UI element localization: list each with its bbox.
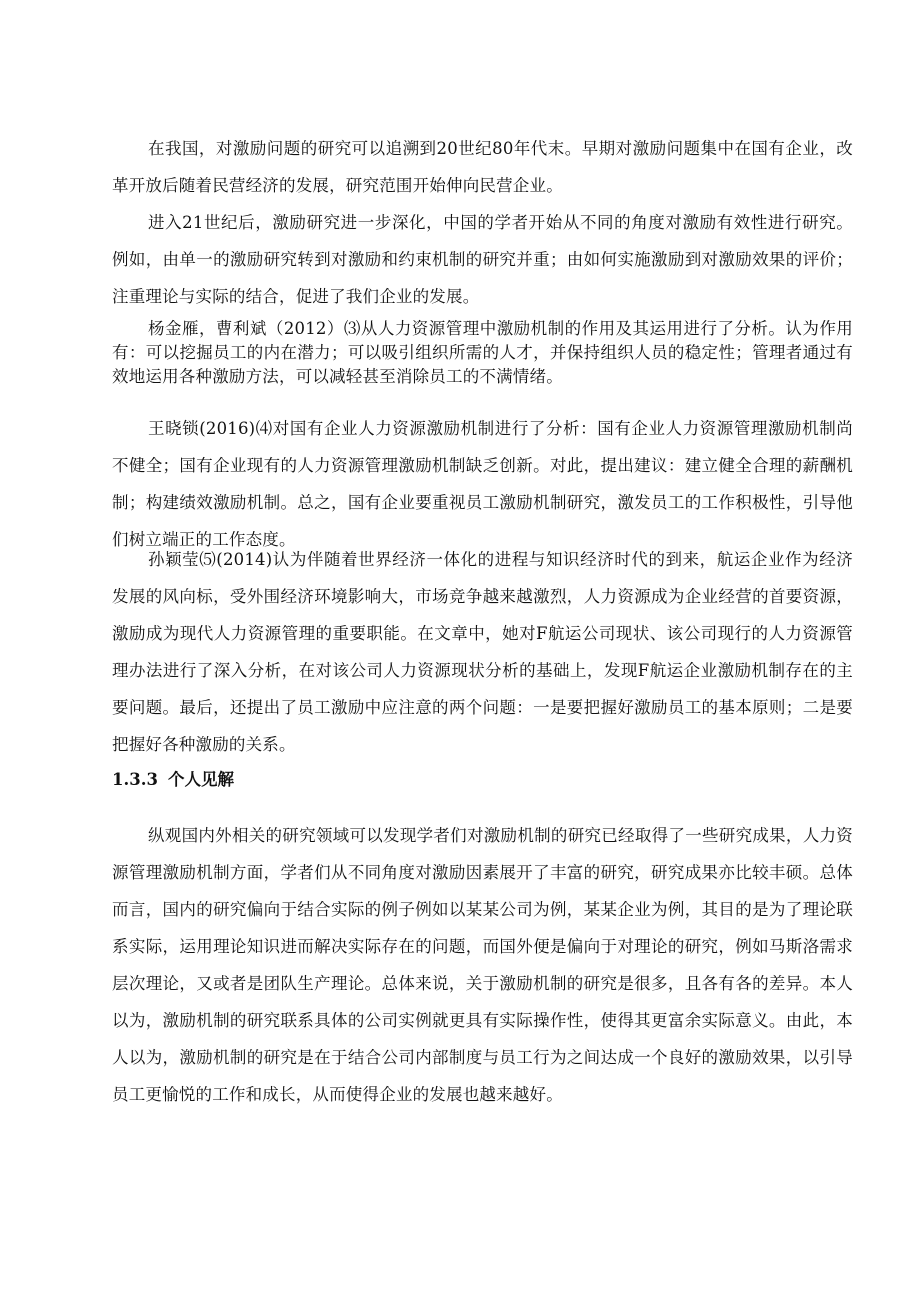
paragraph-21st-century: 进入21世纪后，激励研究进一步深化，中国的学者开始从不同的角度对激励有效性进行研究。例如，由单一的激励研究转到对激励和约束机制的研究并重；由如何实施激励到对激励效果的评价；注重理论与实际的结合，促进了我们企业的发展。 bbox=[112, 213, 853, 306]
section-heading bbox=[112, 768, 234, 792]
paragraph-history: 在我国，对激励问题的研究可以追溯到20世纪80年代末。早期对激励问题集中在国有企业，改革开放后随着民营经济的发展，研究范围开始伸向民营企业。 bbox=[112, 139, 853, 195]
paragraph-wang: 王晓锁(2016)⑷对国有企业人力资源激励机制进行了分析：国有企业人力资源管理激励机制尚不健全；国有企业现有的人力资源管理激励机制缺乏创新。对此，提出建议：建立健全合理的薪酬机制；构建绩效激励机制。总之，国有企业要重视员工激励机制研究，激发员工的工作积极性，引导他们树立端正的工作态度。 bbox=[112, 419, 853, 549]
section-number: 1.3.3 bbox=[112, 770, 158, 789]
paragraph-sun: 孙颖莹⑸(2014)认为伴随着世界经济一体化的进程与知识经济时代的到来，航运企业作为经济发展的风向标，受外围经济环境影响大，市场竞争越来越激烈，人力资源成为企业经营的首要资源，激励成为现代人力资源管理的重要职能。在文章中，她对F航运公司现状、该公司现行的人力资源管理办法进行了深入分析，在对该公司人力资源现状分析的基础上，发现F航运企业激励机制存在的主要问题。最后，还提出了员工激励中应注意的两个问题：一是要把握好激励员工的基本原则；二是要把握好各种激励的关系。 bbox=[112, 550, 853, 754]
paragraph-yang-cao: 杨金雁，曹利斌（2012）⑶从人力资源管理中激励机制的作用及其运用进行了分析。认为作用有：可以挖掘员工的内在潜力；可以吸引组织所需的人才，并保持组织人员的稳定性；管理者通过有效地运用各种激励方法，可以减轻甚至消除员工的不满情绪。 bbox=[112, 319, 853, 386]
paragraph-personal-view: 纵观国内外相关的研究领域可以发现学者们对激励机制的研究已经取得了一些研究成果，人力资源管理激励机制方面，学者们从不同角度对激励因素展开了丰富的研究，研究成果亦比较丰硕。总体而言，国内的研究偏向于结合实际的例子例如以某某公司为例，某某企业为例，其目的是为了理论联系实际，运用理论知识进而解决实际存在的问题，而国外便是偏向于对理论的研究，例如马斯洛需求层次理论，又或者是团队生产理论。总体来说，关于激励机制的研究是很多，且各有各的差异。本人以为，激励机制的研究联系具体的公司实例就更具有实际操作性，使得其更富余实际意义。由此，本人以为，激励机制的研究是在于结合公司内部制度与员工行为之间达成一个良好的激励效果，以引导员工更愉悦的工作和成长，从而使得企业的发展也越来越好。 bbox=[112, 826, 853, 1104]
section-title: 个人见解 bbox=[167, 770, 234, 789]
